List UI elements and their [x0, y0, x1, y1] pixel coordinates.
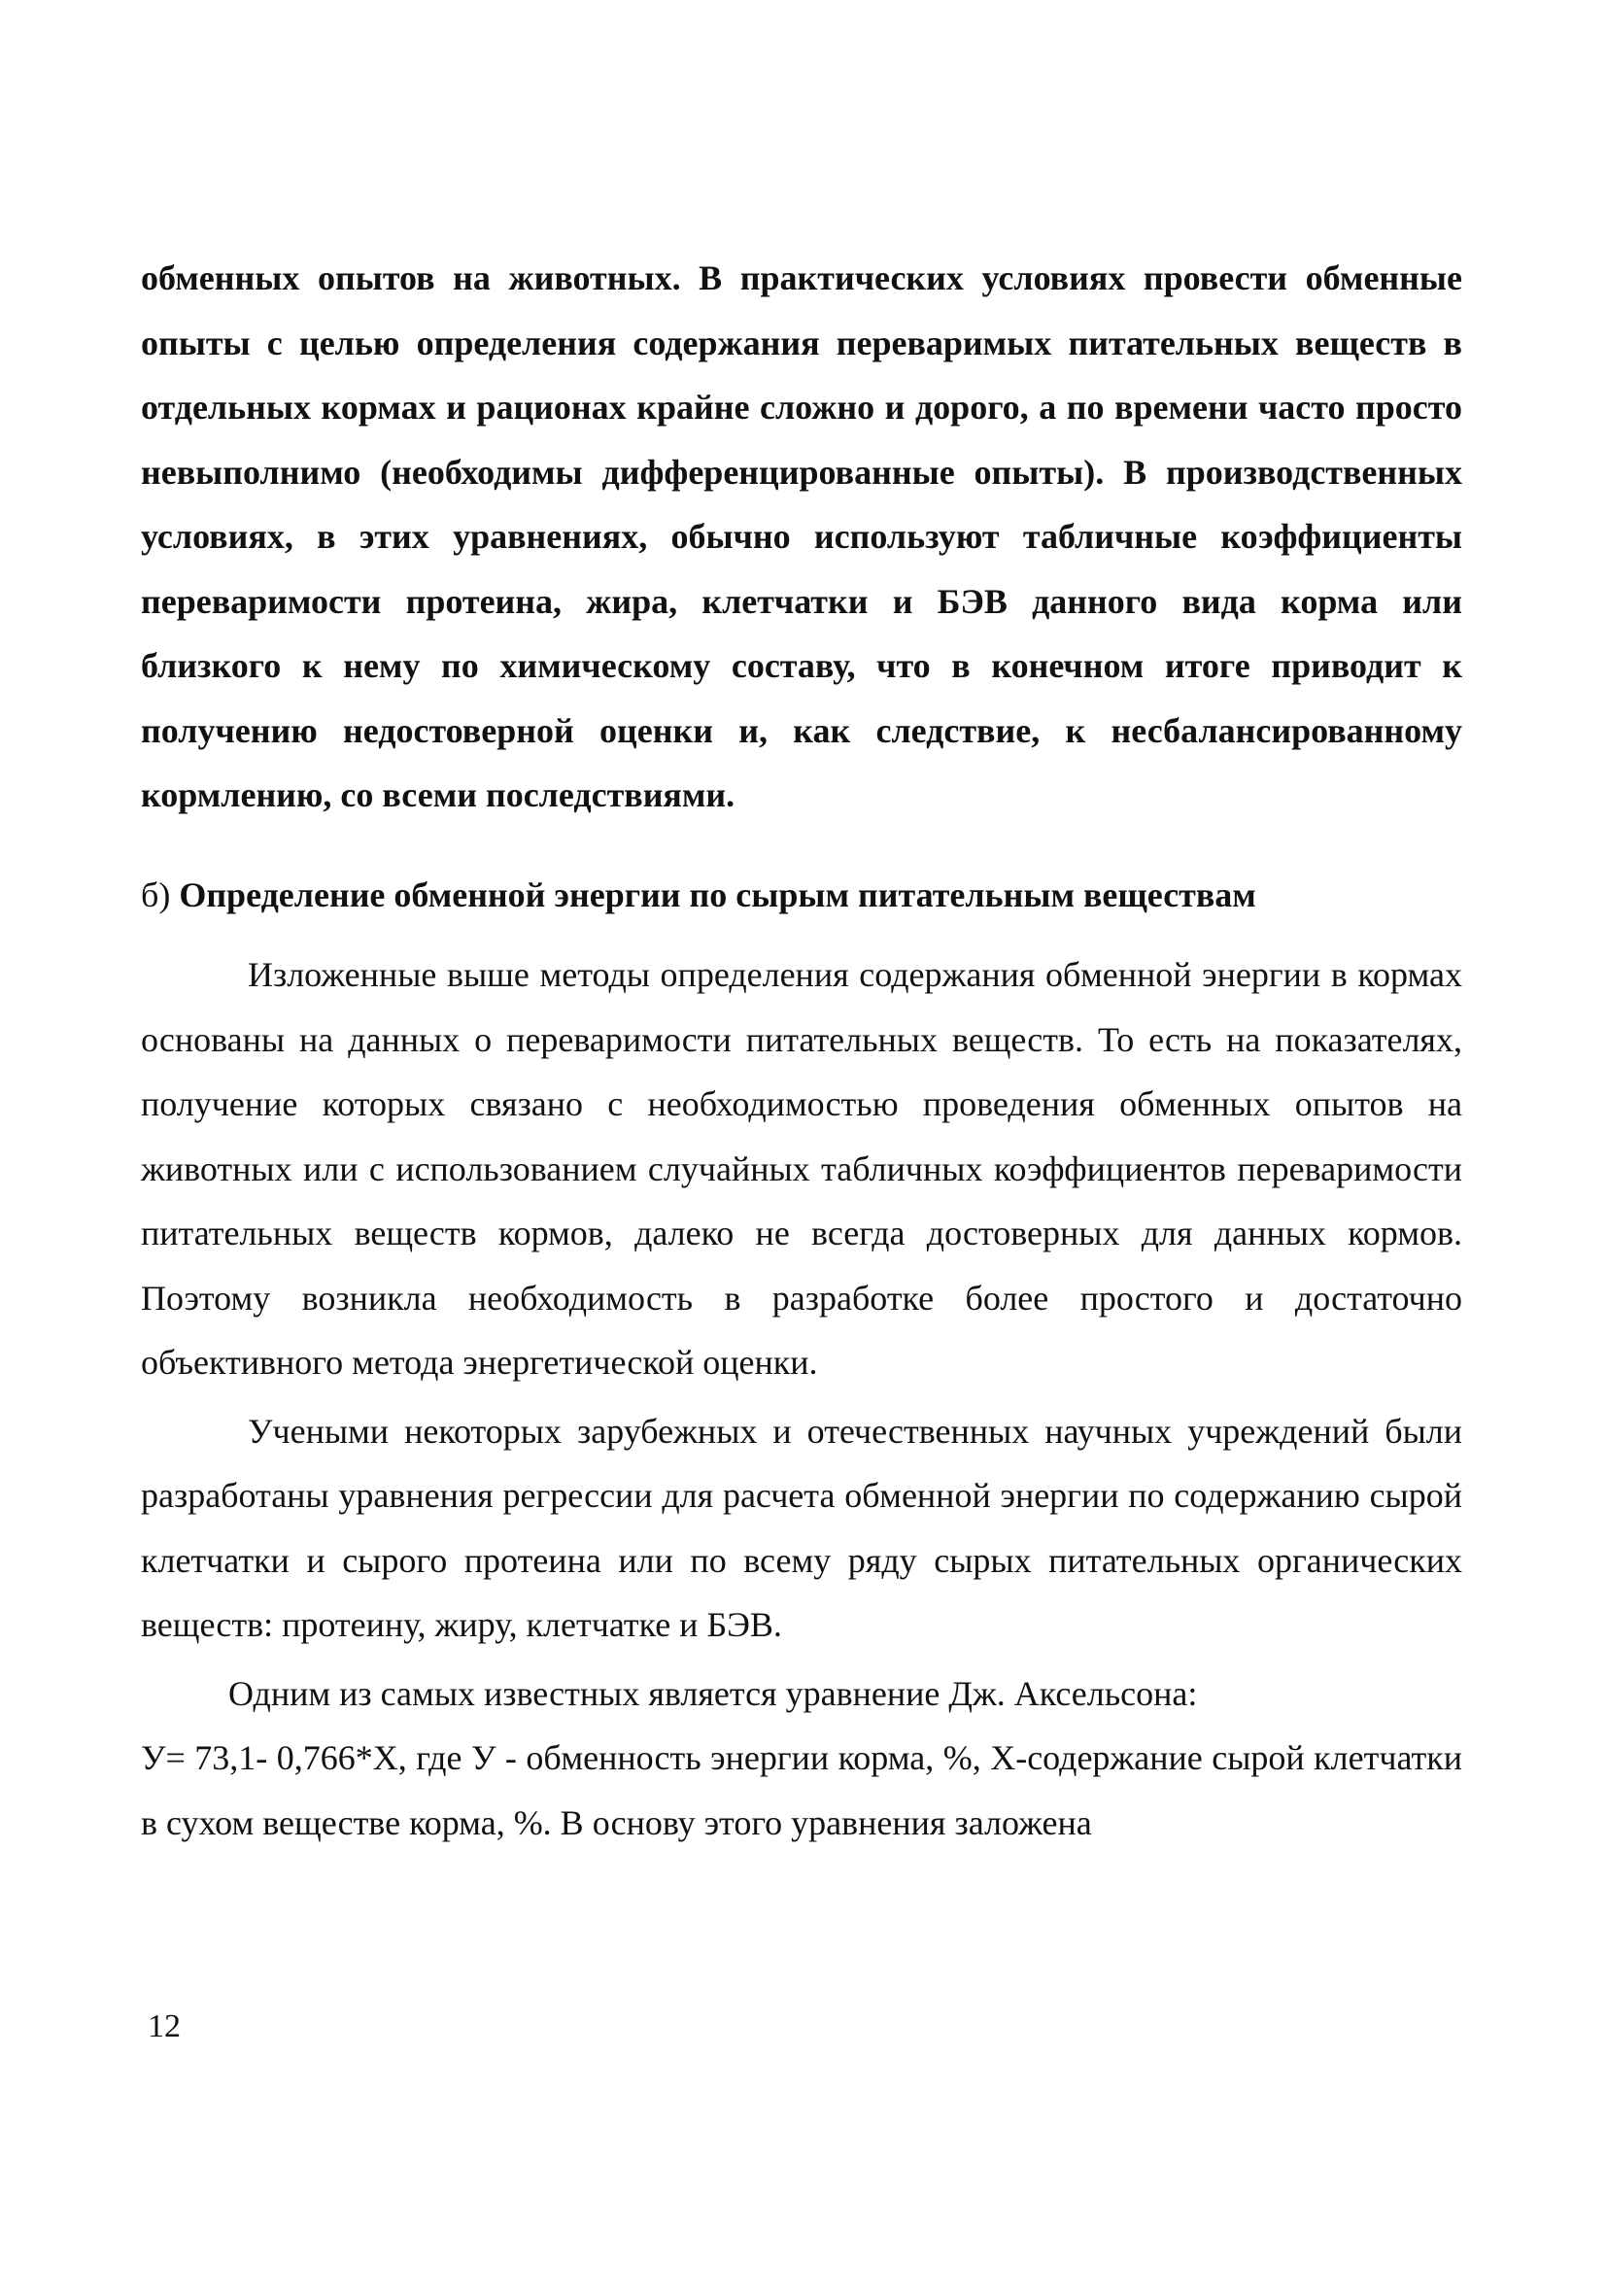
section-gap [141, 828, 1462, 863]
page-number: 12 [148, 2008, 181, 2044]
section-heading-prefix: б) [141, 874, 171, 914]
section-heading-text: Определение обменной энергии по сырым питательным веществам [179, 874, 1256, 914]
paragraph-methods: Изложенные выше методы определения содержания обменной энергии в кормах основаны на данных о переваримости питательных веществ. То есть на показателях, получение которых связано с необходимостью проведения обменных опытов на животных или с использованием случайных табличных коэффициентов переваримости питательных веществ кормов, далеко не всегда достоверных для данных кормов. Поэтому возникла необходимость в разработке более простого и достаточно объективного метода энергетической оценки. [141, 955, 1462, 1382]
paragraph-axelson: Одним из самых известных является уравнение Дж. Аксельсона: [228, 1673, 1198, 1713]
formula-paragraph: У= 73,1- 0,766*Х, где У - обменность энергии корма, %, Х-содержание сырой клетчатки в сухом веществе корма, %. В основу этого уравнения заложена [141, 1738, 1462, 1842]
main-text-block [141, 246, 1462, 1855]
intro-paragraph: обменных опытов на животных. В практических условиях провести обменные опыты с целью определения содержания переваримых питательных веществ в отдельных кормах и рационах крайне сложно и дорого, а по времени часто просто невыполнимо (необходимы дифференцированные опыты). В производственных условиях, в этих уравнениях, обычно используют табличные коэффициенты переваримости протеина, жира, клетчатки и БЭВ данного вида корма или близкого к нему по химическому составу, что в конечном итоге приводит к получению недостоверной оценки и, как следствие, к несбалансированному кормлению, со всеми последствиями. [141, 258, 1462, 814]
section-heading [141, 863, 1462, 928]
paragraph-regression: Учеными некоторых зарубежных и отечественных научных учреждений были разработаны уравнения регрессии для расчета обменной энергии по содержанию сырой клетчатки и сырого протеина или по всему ряду сырых питательных органических веществ: протеину, жиру, клетчатке и БЭВ. [141, 1411, 1462, 1644]
